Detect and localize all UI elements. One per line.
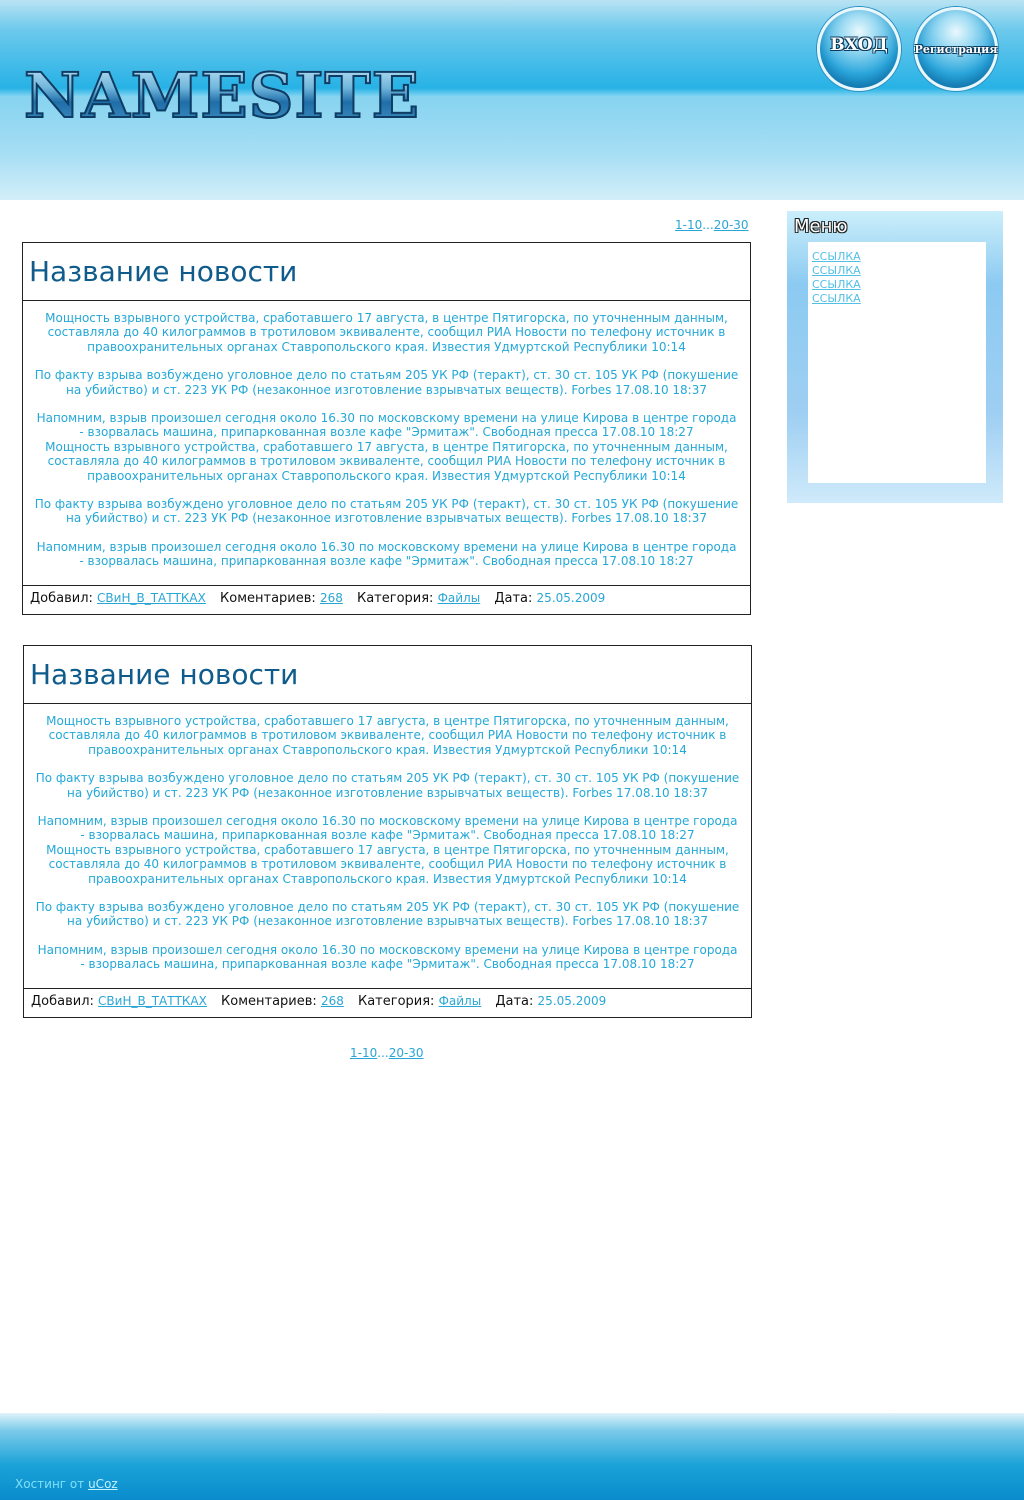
added-label: Добавил: bbox=[30, 591, 93, 606]
news-body bbox=[24, 704, 751, 988]
news-paragraph: Мощность взрывного устройства, сработавшего 17 августа, в центре Пятигорска, по уточненным данным, составляла до 40 килограммов в тротиловом эквиваленте, сообщил РИА Новости по телефону источник в правоохранительных органах Ставропольского края. Известия Удмуртской Республики 10:14 bbox=[46, 842, 729, 886]
news-paragraph: По факту взрыва возбуждено уголовное дело по статьям 205 УК РФ (теракт), ст. 30 ст. 105 УК РФ (покушение на убийство) и ст. 223 УК РФ (незаконное изготовление взрывчатых веществ). Forbes 17.08.10 18:37 bbox=[34, 497, 739, 526]
page-link-last[interactable]: 20-30 bbox=[388, 1046, 424, 1060]
news-paragraph: По факту взрыва возбуждено уголовное дело по статьям 205 УК РФ (теракт), ст. 30 ст. 105 УК РФ (покушение на убийство) и ст. 223 УК РФ (незаконное изготовление взрывчатых веществ). Forbes 17.08.10 18:37 bbox=[35, 771, 740, 800]
news-paragraph: Мощность взрывного устройства, сработавшего 17 августа, в центре Пятигорска, по уточненным данным, составляла до 40 килограммов в тротиловом эквиваленте, сообщил РИА Новости по телефону источник в правоохранительных органах Ставропольского края. Известия Удмуртской Республики 10:14 bbox=[45, 311, 728, 354]
author-link[interactable]: СВиН_В_ТАТТКАХ bbox=[98, 994, 207, 1008]
page-ellipsis: ... bbox=[377, 1046, 389, 1060]
page-link-first[interactable]: 1-10 bbox=[350, 1046, 378, 1060]
date-value: 25.05.2009 bbox=[537, 994, 607, 1008]
comments-link[interactable]: 268 bbox=[319, 591, 343, 605]
news-body bbox=[23, 301, 750, 585]
pagination-top bbox=[675, 218, 749, 232]
hosting-text: Хостинг от bbox=[15, 1477, 85, 1491]
ucoz-link[interactable]: uCoz bbox=[88, 1477, 118, 1491]
category-link[interactable]: Файлы bbox=[438, 994, 482, 1008]
news-title[interactable]: Название новости bbox=[24, 646, 751, 704]
date-label: Дата: bbox=[494, 591, 533, 606]
menu-link-4[interactable]: ССЫЛКА bbox=[812, 292, 861, 305]
news-paragraph: Напомним, взрыв произошел сегодня около 16.30 по московскому времени на улице Кирова в центре города - взорвалась машина, припаркованная возле кафе "Эрмитаж". Свободная пресса 17.08.10 18:27 bbox=[36, 539, 737, 569]
site-header bbox=[0, 0, 1024, 200]
date-label: Дата: bbox=[495, 994, 534, 1009]
comments-label: Коментариев: bbox=[221, 994, 317, 1009]
news-meta bbox=[24, 988, 751, 1017]
page-ellipsis: ... bbox=[702, 218, 714, 232]
author-link[interactable]: СВиН_В_ТАТТКАХ bbox=[97, 591, 206, 605]
news-paragraph: По факту взрыва возбуждено уголовное дело по статьям 205 УК РФ (теракт), ст. 30 ст. 105 УК РФ (покушение на убийство) и ст. 223 УК РФ (незаконное изготовление взрывчатых веществ). Forbes 17.08.10 18:37 bbox=[35, 900, 740, 929]
news-item bbox=[23, 645, 752, 1018]
menu-link-3[interactable]: ССЫЛКА bbox=[812, 278, 861, 291]
page-link-first[interactable]: 1-10 bbox=[675, 218, 703, 232]
news-paragraph: Напомним, взрыв произошел сегодня около 16.30 по московскому времени на улице Кирова в центре города - взорвалась машина, припаркованная возле кафе "Эрмитаж". Свободная пресса 17.08.10 18:27 bbox=[36, 411, 737, 440]
sidebar-menu bbox=[787, 211, 1003, 503]
site-logo[interactable]: NAMESITE bbox=[24, 56, 420, 136]
login-button[interactable]: ВХОД bbox=[817, 7, 901, 91]
page-link-last[interactable]: 20-30 bbox=[713, 218, 749, 232]
news-paragraph: По факту взрыва возбуждено уголовное дело по статьям 205 УК РФ (теракт), ст. 30 ст. 105 УК РФ (покушение на убийство) и ст. 223 УК РФ (незаконное изготовление взрывчатых веществ). Forbes 17.08.10 18:37 bbox=[34, 368, 739, 397]
hosting-credit bbox=[15, 1477, 118, 1491]
news-paragraph: Мощность взрывного устройства, сработавшего 17 августа, в центре Пятигорска, по уточненным данным, составляла до 40 килограммов в тротиловом эквиваленте, сообщил РИА Новости по телефону источник в правоохранительных органах Ставропольского края. Известия Удмуртской Республики 10:14 bbox=[46, 714, 729, 757]
news-paragraph: Напомним, взрыв произошел сегодня около 16.30 по московскому времени на улице Кирова в центре города - взорвалась машина, припаркованная возле кафе "Эрмитаж". Свободная пресса 17.08.10 18:27 bbox=[37, 814, 738, 843]
comments-label: Коментариев: bbox=[220, 591, 316, 606]
news-title[interactable]: Название новости bbox=[23, 243, 750, 301]
category-link[interactable]: Файлы bbox=[437, 591, 481, 605]
pagination-bottom bbox=[350, 1046, 424, 1060]
news-item bbox=[22, 242, 751, 615]
news-paragraph: Напомним, взрыв произошел сегодня около 16.30 по московскому времени на улице Кирова в центре города - взорвалась машина, припаркованная возле кафе "Эрмитаж". Свободная пресса 17.08.10 18:27 bbox=[37, 942, 738, 972]
menu-link-2[interactable]: ССЫЛКА bbox=[812, 264, 861, 277]
category-label: Категория: bbox=[356, 591, 434, 606]
site-footer bbox=[0, 1413, 1024, 1500]
register-button[interactable]: Регистрация bbox=[914, 7, 998, 91]
menu-title: Меню bbox=[794, 216, 848, 237]
menu-link-1[interactable]: ССЫЛКА bbox=[812, 250, 861, 263]
menu-links-box bbox=[808, 242, 986, 483]
added-label: Добавил: bbox=[31, 994, 94, 1009]
category-label: Категория: bbox=[357, 994, 435, 1009]
date-value: 25.05.2009 bbox=[536, 591, 606, 605]
news-meta bbox=[23, 585, 750, 614]
news-paragraph: Мощность взрывного устройства, сработавшего 17 августа, в центре Пятигорска, по уточненным данным, составляла до 40 килограммов в тротиловом эквиваленте, сообщил РИА Новости по телефону источник в правоохранительных органах Ставропольского края. Известия Удмуртской Республики 10:14 bbox=[45, 439, 728, 483]
comments-link[interactable]: 268 bbox=[320, 994, 344, 1008]
